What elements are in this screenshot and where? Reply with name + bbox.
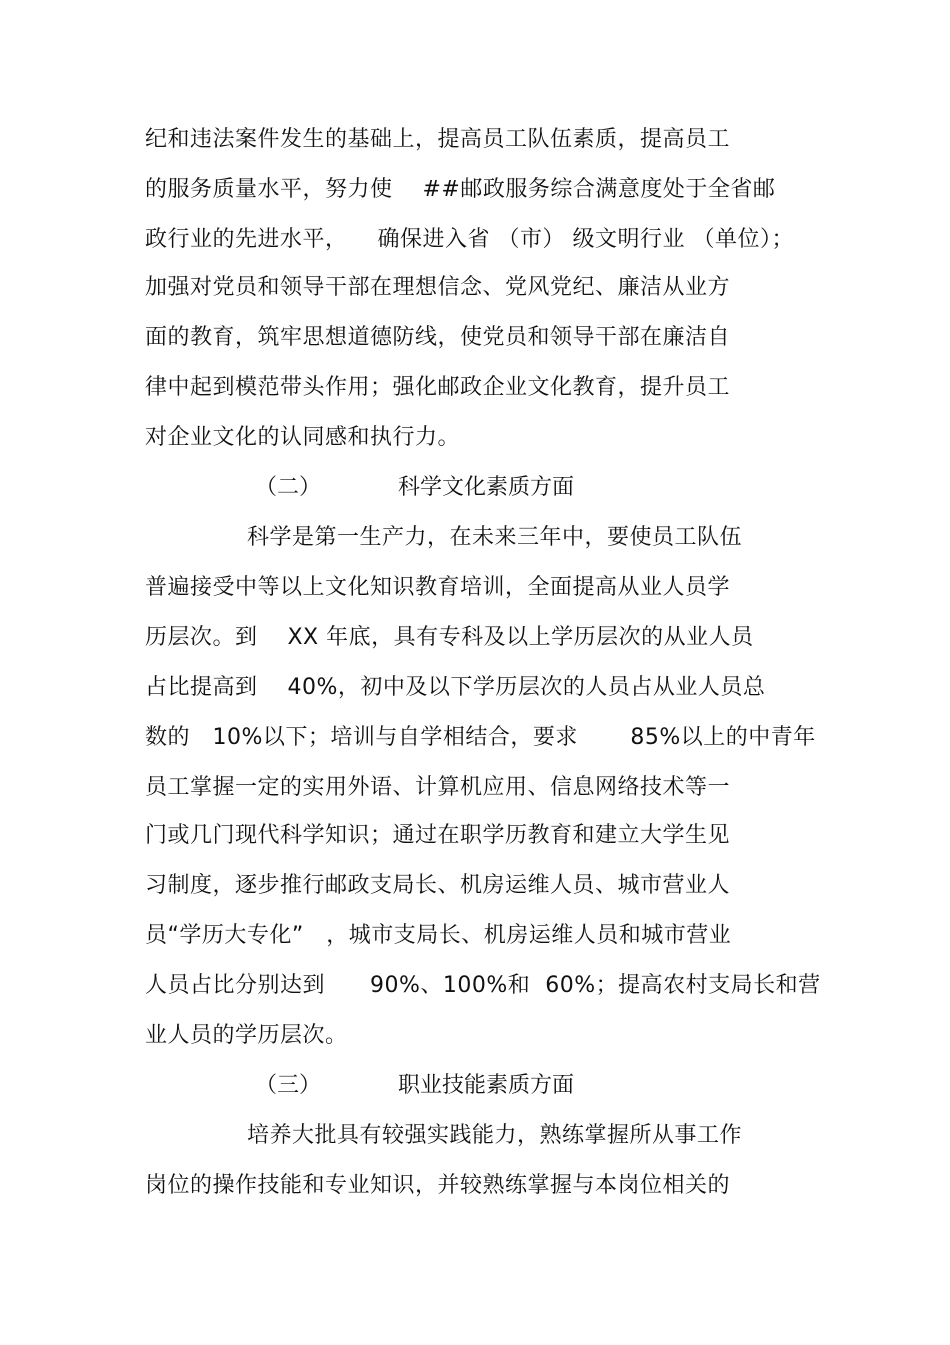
text-line: 历层次。到 XX 年底，具有专科及以上学历层次的从业人员: [145, 625, 754, 650]
text-line: 律中起到模范带头作用；强化邮政企业文化教育，提升员工: [145, 375, 731, 400]
text-line: 业人员的学历层次。: [145, 1023, 348, 1048]
text-line: 员工掌握一定的实用外语、计算机应用、信息网络技术等一: [145, 775, 731, 800]
section-title: 科学文化素质方面: [398, 475, 575, 500]
text-line: 培养大批具有较强实践能力，熟练掌握所从事工作: [247, 1123, 743, 1148]
text-line: 员“学历大专化” ，城市支局长、机房运维人员和城市营业: [145, 923, 732, 948]
text-line: 政行业的先进水平， 确保进入省 （市） 级文明行业 （单位）；: [145, 227, 794, 252]
text-line: 门或几门现代科学知识；通过在职学历教育和建立大学生见: [145, 823, 731, 848]
text-line: 岗位的操作技能和专业知识，并较熟练掌握与本岗位相关的: [145, 1173, 731, 1198]
text-line: 加强对党员和领导干部在理想信念、党风党纪、廉洁从业方: [145, 275, 731, 300]
section-number: （二）: [255, 475, 322, 500]
text-line: 数的 10%以下；培训与自学相结合，要求 85%以上的中青年: [145, 725, 816, 750]
text-line: 纪和违法案件发生的基础上，提高员工队伍素质，提高员工: [145, 127, 731, 152]
text-line: 人员占比分别达到 90%、100%和 60%；提高农村支局长和营: [145, 973, 821, 998]
text-line: 科学是第一生产力，在未来三年中，要使员工队伍: [247, 525, 743, 550]
text-line: 的服务质量水平，努力使 ##邮政服务综合满意度处于全省邮: [145, 177, 776, 202]
section-title: 职业技能素质方面: [398, 1073, 575, 1098]
text-line: 对企业文化的认同感和执行力。: [145, 425, 461, 450]
text-line: 习制度，逐步推行邮政支局长、机房运维人员、城市营业人: [145, 873, 731, 898]
text-line: 面的教育，筑牢思想道德防线，使党员和领导干部在廉洁自: [145, 325, 731, 350]
text-line: 普遍接受中等以上文化知识教育培训，全面提高从业人员学: [145, 575, 731, 600]
section-number: （三）: [255, 1073, 322, 1098]
text-line: 占比提高到 40%，初中及以下学历层次的人员占从业人员总: [145, 675, 766, 700]
